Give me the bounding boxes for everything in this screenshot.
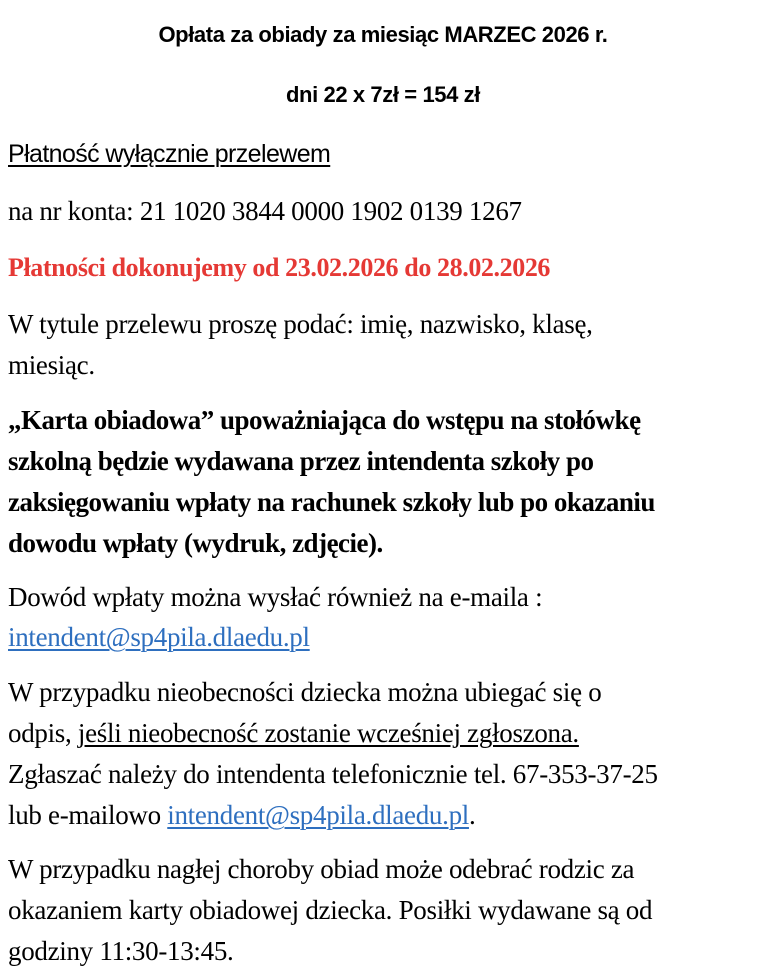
transfer-title-line-2: miesiąc. — [8, 350, 95, 380]
card-notice-line-1: „Karta obiadowa” upoważniająca do wstępu na stołówkę — [8, 405, 641, 435]
card-notice-line-4: dowodu wpłaty (wydruk, zdjęcie). — [8, 528, 383, 558]
absence-line-2-prefix: odpis, — [8, 718, 78, 748]
absence-email-link[interactable]: intendent@sp4pila.dlaedu.pl — [167, 800, 469, 830]
proof-email-link[interactable]: intendent@sp4pila.dlaedu.pl — [8, 622, 310, 652]
proof-email-line — [8, 622, 310, 653]
absence-line-4 — [8, 800, 475, 831]
illness-line-2: okazaniem karty obiadowej dziecka. Posiłki wydawane są od — [8, 895, 653, 925]
transfer-title-line-1: W tytule przelewu proszę podać: imię, nazwisko, klasę, — [8, 309, 593, 339]
card-notice-line-2: szkolną będzie wydawana przez intendenta szkoły po — [8, 446, 594, 476]
absence-notice-condition: jeśli nieobecność zostanie wcześniej zgłoszona. — [77, 718, 579, 748]
illness-line-1: W przypadku nagłej choroby obiad może odebrać rodzic za — [8, 854, 635, 884]
absence-line-4-suffix: . — [468, 800, 476, 830]
card-notice-line-3: zaksięgowaniu wpłaty na rachunek szkoły lub po okazaniu — [8, 487, 655, 517]
page-title: Opłata za obiady za miesiąc MARZEC 2026 r. — [158, 22, 608, 47]
payment-method: Płatność wyłącznie przelewem — [8, 140, 331, 168]
proof-line-1: Dowód wpłaty można wysłać również na e-maila : — [8, 582, 543, 612]
illness-line-3: godziny 11:30-13:45. — [8, 936, 234, 966]
absence-line-2 — [8, 718, 579, 749]
payment-window: Płatności dokonujemy od 23.02.2026 do 28.02.2026 — [8, 253, 551, 282]
absence-line-4-prefix: lub e-mailowo — [8, 800, 168, 830]
absence-line-3: Zgłaszać należy do intendenta telefonicznie tel. 67-353-37-25 — [8, 759, 658, 789]
account-label: na nr konta: — [8, 196, 140, 226]
price-calculation: dni 22 x 7zł = 154 zł — [286, 82, 480, 107]
absence-line-1: W przypadku nieobecności dziecka można ubiegać się o — [8, 677, 602, 707]
account-number-line — [8, 196, 522, 227]
account-number: 21 1020 3844 0000 1902 0139 1267 — [139, 196, 522, 226]
